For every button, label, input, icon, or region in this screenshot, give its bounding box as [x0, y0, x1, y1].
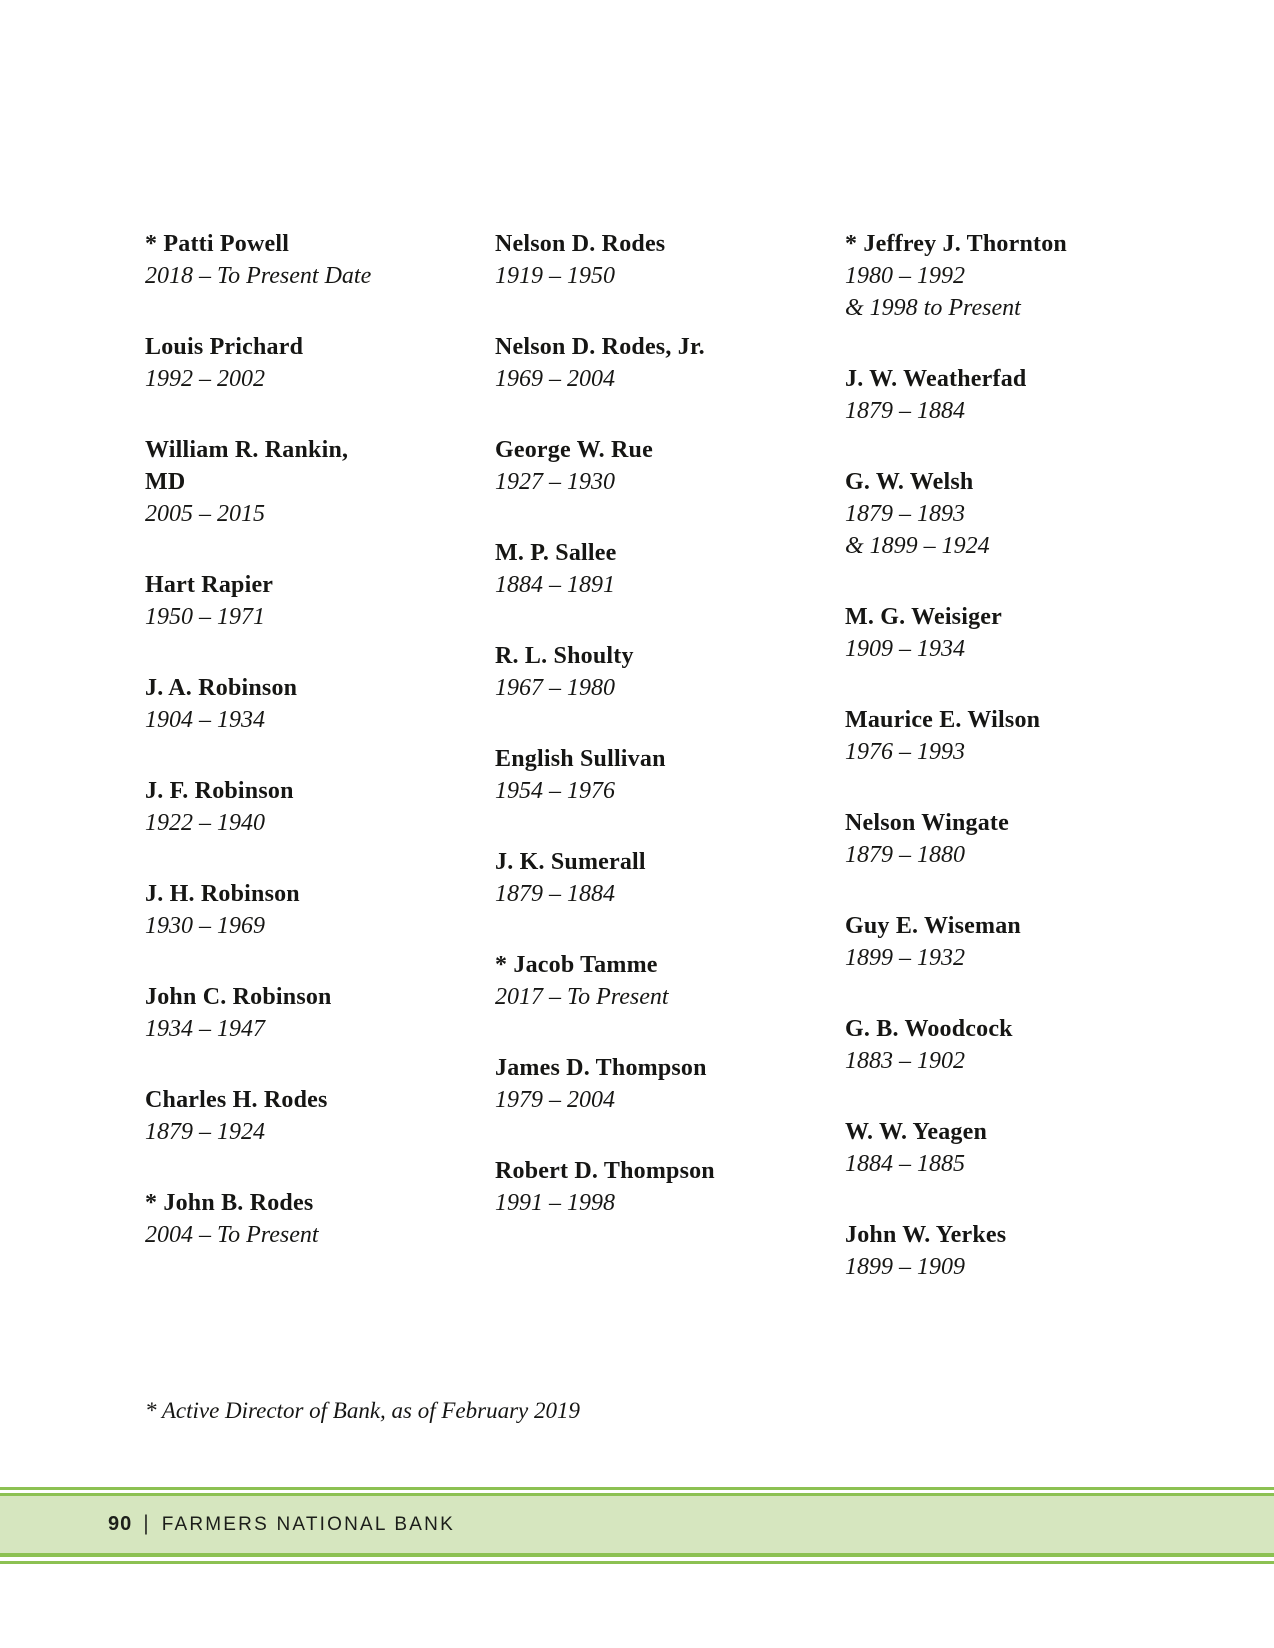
footer-separator: | — [143, 1511, 149, 1535]
director-name-line: R. L. Shoulty — [495, 643, 634, 669]
director-name-line: * John B. Rodes — [145, 1190, 314, 1216]
director-entry — [145, 434, 495, 530]
director-entry — [145, 981, 495, 1045]
director-dates-line: 1884 – 1891 — [495, 572, 615, 598]
director-dates-line: 1899 – 1932 — [845, 945, 965, 971]
director-entry — [845, 704, 1195, 768]
director-name-line: Robert D. Thompson — [495, 1158, 715, 1184]
director-dates-line: 1909 – 1934 — [845, 636, 965, 662]
director-name-line: James D. Thompson — [495, 1055, 707, 1081]
director-entry — [145, 331, 495, 395]
director-name-line: Guy E. Wiseman — [845, 913, 1021, 939]
director-name-line: * Patti Powell — [145, 231, 290, 257]
director-entry — [145, 1187, 495, 1251]
director-dates-line: 2018 – To Present Date — [145, 263, 372, 289]
director-dates-line: 1980 – 1992 — [845, 263, 965, 289]
director-entry — [495, 1155, 845, 1219]
director-name-line: J. K. Sumerall — [495, 849, 646, 875]
director-dates-line: 1930 – 1969 — [145, 913, 265, 939]
director-name-line: W. W. Yeagen — [845, 1119, 987, 1145]
director-name-line: M. G. Weisiger — [845, 604, 1002, 630]
director-entry — [145, 878, 495, 942]
director-name-line: John W. Yerkes — [845, 1222, 1007, 1248]
director-entry — [495, 846, 845, 910]
director-name-line: Maurice E. Wilson — [845, 707, 1041, 733]
bank-name: FARMERS NATIONAL BANK — [161, 1513, 455, 1535]
director-dates-line: 1883 – 1902 — [845, 1048, 965, 1074]
director-entry — [495, 331, 845, 395]
directors-column-2 — [495, 228, 845, 1322]
director-name-line: John C. Robinson — [145, 984, 332, 1010]
active-director-footnote: * Active Director of Bank, as of February 2019 — [145, 1398, 581, 1423]
director-name-line: * Jacob Tamme — [495, 952, 658, 978]
director-entry — [845, 807, 1195, 871]
footer-band — [0, 1493, 1274, 1557]
director-name-line: J. H. Robinson — [145, 881, 300, 907]
footer-rule-top — [0, 1487, 1274, 1490]
director-entry — [495, 228, 845, 292]
director-dates-line: 1879 – 1884 — [495, 881, 615, 907]
director-entry — [495, 743, 845, 807]
director-entry — [845, 1219, 1195, 1283]
director-dates-line: 1991 – 1998 — [495, 1190, 615, 1216]
director-dates-line: 1969 – 2004 — [495, 366, 615, 392]
director-dates-line: 1904 – 1934 — [145, 707, 265, 733]
director-dates-line: 1879 – 1880 — [845, 842, 965, 868]
director-name-line: Hart Rapier — [145, 572, 274, 598]
director-entry — [845, 363, 1195, 427]
director-entry — [845, 228, 1195, 324]
director-entry — [845, 601, 1195, 665]
directors-column-3 — [845, 228, 1195, 1322]
director-dates-line: 1879 – 1884 — [845, 398, 965, 424]
director-entry — [495, 537, 845, 601]
director-name-line: Charles H. Rodes — [145, 1087, 328, 1113]
director-entry — [145, 228, 495, 292]
directors-column-1 — [145, 228, 495, 1322]
director-name-line: G. W. Welsh — [845, 469, 974, 495]
director-entry — [845, 1013, 1195, 1077]
director-name-line: * Jeffrey J. Thornton — [845, 231, 1067, 257]
director-entry — [845, 466, 1195, 562]
director-dates-line: 1934 – 1947 — [145, 1016, 265, 1042]
director-dates-line: 2005 – 2015 — [145, 501, 265, 527]
director-name-line: J. F. Robinson — [145, 778, 294, 804]
director-name-line: William R. Rankin, — [145, 437, 349, 463]
director-dates-line: 1992 – 2002 — [145, 366, 265, 392]
director-dates-line: 1879 – 1924 — [145, 1119, 265, 1145]
director-name-line: M. P. Sallee — [495, 540, 617, 566]
director-entry — [145, 775, 495, 839]
director-entry — [495, 434, 845, 498]
director-name-line: Nelson D. Rodes, Jr. — [495, 334, 705, 360]
director-entry — [845, 910, 1195, 974]
director-name-line: Louis Prichard — [145, 334, 304, 360]
footer-rule-bottom — [0, 1561, 1274, 1564]
director-dates-line: 1979 – 2004 — [495, 1087, 615, 1113]
director-name-line: Nelson D. Rodes — [495, 231, 666, 257]
director-name-line: MD — [145, 469, 186, 495]
director-entry — [145, 1084, 495, 1148]
director-dates-line: 1919 – 1950 — [495, 263, 615, 289]
director-dates-line: 1884 – 1885 — [845, 1151, 965, 1177]
director-dates-line: 1954 – 1976 — [495, 778, 615, 804]
director-dates-line: & 1899 – 1924 — [845, 533, 990, 559]
director-dates-line: 1967 – 1980 — [495, 675, 615, 701]
director-entry — [145, 672, 495, 736]
director-dates-line: 2017 – To Present — [495, 984, 669, 1010]
page-number: 90 — [108, 1513, 133, 1535]
director-entry — [495, 1052, 845, 1116]
director-name-line: George W. Rue — [495, 437, 653, 463]
director-dates-line: 1950 – 1971 — [145, 604, 265, 630]
director-entry — [495, 640, 845, 704]
director-entry — [845, 1116, 1195, 1180]
director-dates-line: 1879 – 1893 — [845, 501, 965, 527]
director-dates-line: 1927 – 1930 — [495, 469, 615, 495]
director-entry — [145, 569, 495, 633]
directors-list — [145, 228, 1195, 1322]
director-dates-line: 1899 – 1909 — [845, 1254, 965, 1280]
director-name-line: J. W. Weatherfad — [845, 366, 1027, 392]
director-name-line: English Sullivan — [495, 746, 666, 772]
director-dates-line: & 1998 to Present — [845, 295, 1021, 321]
director-entry — [495, 949, 845, 1013]
director-dates-line: 1976 – 1993 — [845, 739, 965, 765]
director-name-line: J. A. Robinson — [145, 675, 298, 701]
director-name-line: Nelson Wingate — [845, 810, 1009, 836]
director-dates-line: 2004 – To Present — [145, 1222, 319, 1248]
director-name-line: G. B. Woodcock — [845, 1016, 1013, 1042]
director-dates-line: 1922 – 1940 — [145, 810, 265, 836]
